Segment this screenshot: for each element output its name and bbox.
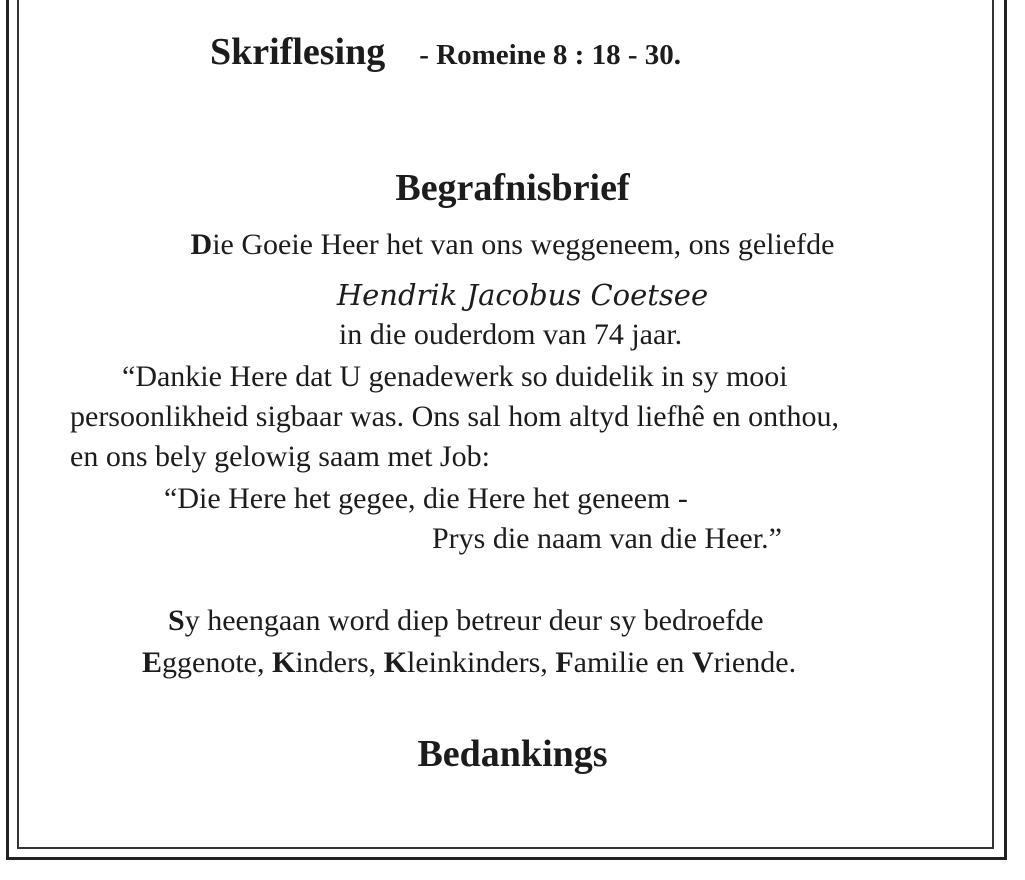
family-word: riende.	[713, 646, 797, 679]
thanks-heading: Bedankings	[417, 733, 608, 775]
scripture-reading	[210, 30, 681, 74]
age-line: in die ouderdom van 74 jaar.	[338, 318, 683, 351]
family-initial: K	[383, 646, 407, 679]
letter-heading: Begrafnisbrief	[395, 167, 630, 209]
family-initial: F	[555, 646, 574, 679]
intro-initial: D	[190, 228, 213, 261]
tribute-line-3: en ons bely gelowig saam met Job:	[70, 440, 490, 473]
family-line	[142, 646, 796, 680]
tribute-line-1: “Dankie Here dat U genadewerk so duidelik in sy mooi	[122, 360, 788, 393]
family-word: inders,	[295, 646, 384, 679]
mourners-text: y heengaan word diep betreur deur sy bedroefde	[184, 604, 764, 637]
letter-intro	[0, 228, 1025, 262]
job-quote-line-2: Prys die naam van die Heer.”	[432, 522, 782, 555]
intro-text: ie Goeie Heer het van ons weggeneem, ons geliefde	[212, 228, 835, 261]
family-initial: E	[142, 646, 163, 679]
job-quote-line-1: “Die Here het gegee, die Here het geneem -	[164, 482, 688, 515]
mourners-initial: S	[168, 604, 185, 637]
family-initial: K	[271, 646, 296, 679]
deceased-name: Hendrik Jacobus Coetsee	[336, 278, 709, 312]
family-initial: V	[691, 646, 714, 679]
family-word: leinkinders,	[407, 646, 556, 679]
tribute-line-2: persoonlikheid sigbaar was. Ons sal hom altyd liefhê en onthou,	[70, 400, 840, 433]
family-word: amilie en	[573, 646, 692, 679]
mourners-line	[168, 604, 764, 638]
reading-reference: - Romeine 8 : 18 - 30.	[419, 39, 682, 71]
family-word: ggenote,	[162, 646, 272, 679]
reading-label: Skriflesing	[210, 31, 386, 73]
